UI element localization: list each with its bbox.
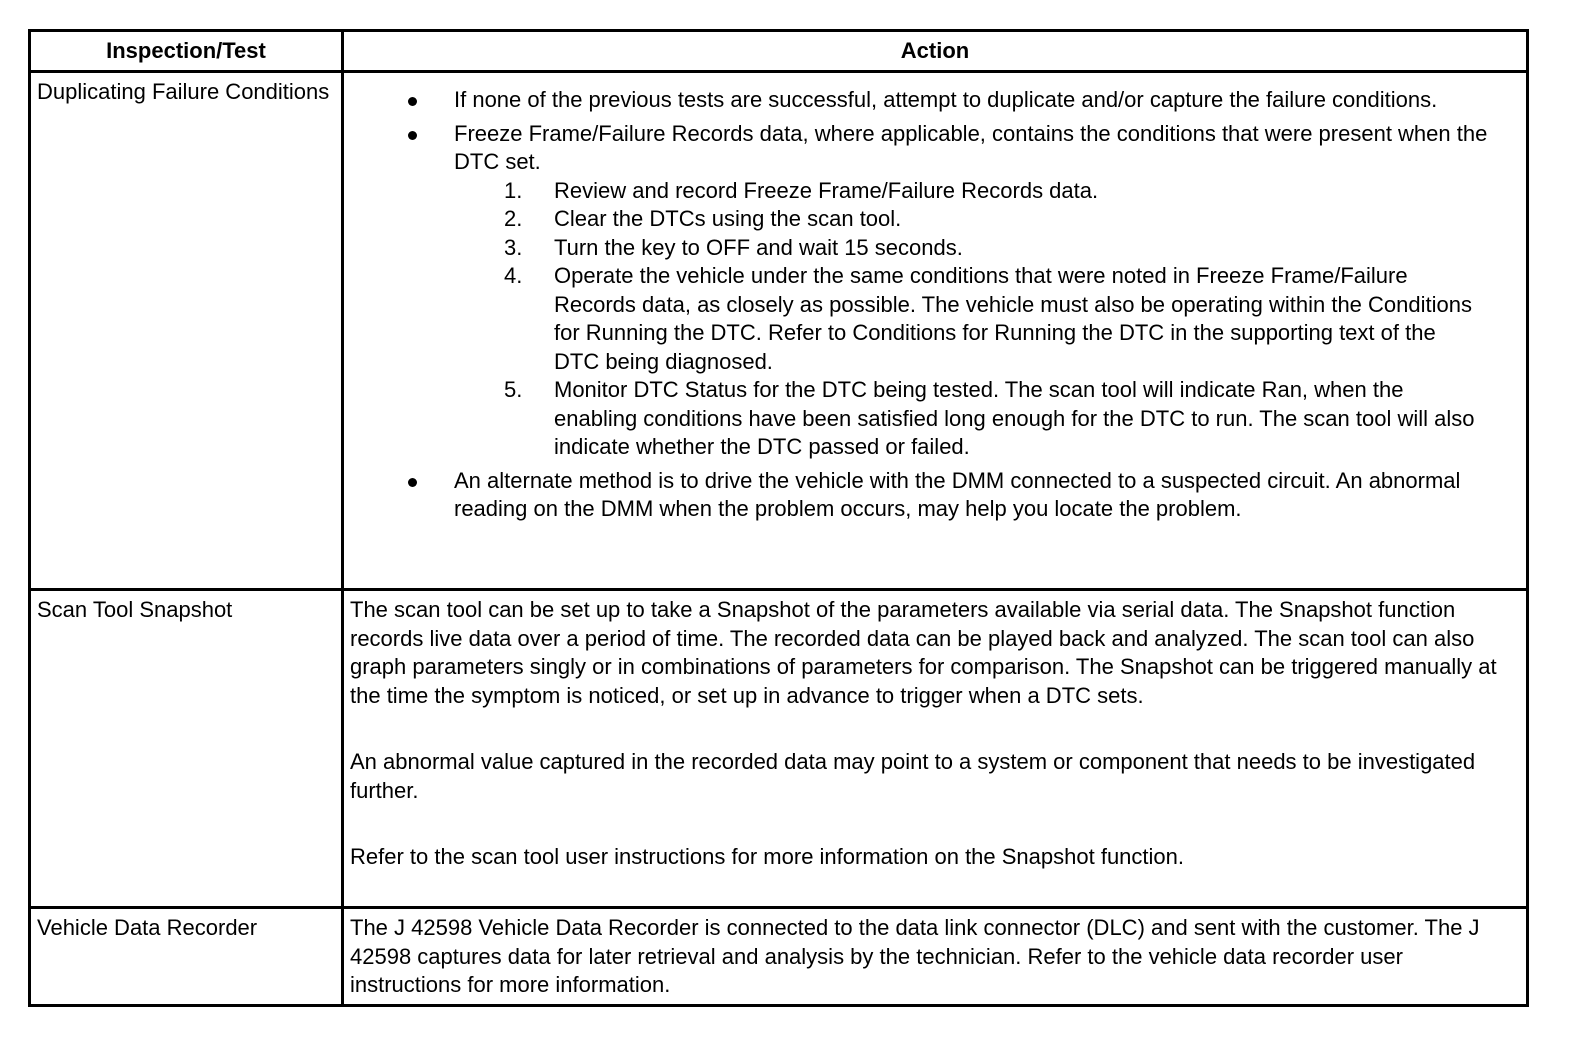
header-inspection-test: Inspection/Test — [30, 31, 343, 72]
bullet-icon — [408, 478, 417, 487]
action-cell — [343, 72, 1528, 590]
step-item: 2. Clear the DTCs using the scan tool. — [504, 206, 902, 231]
step-item: 3. Turn the key to OFF and wait 15 seconds. — [504, 234, 963, 260]
list-item: If none of the previous tests are successful, attempt to duplicate and/or capture the failure conditions. — [350, 86, 1520, 115]
paragraph: The scan tool can be set up to take a Snapshot of the parameters available via serial data. The Snapshot function records live data over a period of time. The recorded data can be played back and analyzed. The scan tool can also graph parameters singly or in combinations of parameters for comparison. The Snapshot can be triggered manually at the time the symptom is noticed, or set up in advance to trigger when a DTC sets. — [350, 597, 1497, 708]
table-row — [30, 590, 1528, 908]
table-row — [30, 72, 1528, 590]
bullet-list — [350, 86, 1520, 524]
bullet-icon — [408, 97, 417, 106]
inspection-table — [28, 29, 1529, 1007]
paragraph: The J 42598 Vehicle Data Recorder is connected to the data link connector (DLC) and sent with the customer. The J 42598 captures data for later retrieval and analysis by the technician. Refer to the vehicle data recorder user instructions for more information. — [350, 915, 1480, 997]
bullet-icon — [408, 131, 417, 140]
header-action: Action — [343, 31, 1528, 72]
test-cell: Duplicating Failure Conditions — [30, 72, 343, 590]
paragraph: Refer to the scan tool user instructions for more information on the Snapshot function. — [350, 844, 1185, 869]
step-item: 5. Monitor DTC Status for the DTC being tested. The scan tool will indicate Ran, when the enabling conditions have been satisfied long enough for the DTC to run. The scan tool will also indicate whether the DTC passed or failed. — [504, 377, 1475, 459]
test-cell: Vehicle Data Recorder — [30, 908, 343, 1006]
table-row — [30, 908, 1528, 1006]
list-item: An alternate method is to drive the vehicle with the DMM connected to a suspected circuit. An abnormal reading on the DMM when the problem occurs, may help you locate the problem. — [350, 467, 1520, 524]
header-row — [30, 31, 1528, 72]
list-item: Freeze Frame/Failure Records data, where applicable, contains the conditions that were present when the DTC set. 1. Review and record Freeze Frame/Failure Records data. 2. Clear the DTCs using the scan tool. 3. Turn the key to OFF and wait 15 seconds. 4. Operate the vehicle under the same conditions that were noted in Freeze Frame/Failure Records data, as closely as possible. The vehicle must also be operating within the Conditions for Running the DTC. Refer to Conditions for Running the DTC in the supporting text of the DTC being diagnosed. 5. Monitor DTC Status for the DTC being tested. The scan tool will indicate Ran, when the enabling conditions have been satisfied long enough for the DTC to run. The scan tool will also indicate whether the DTC passed or failed. — [350, 120, 1520, 462]
step-item: 4. Operate the vehicle under the same conditions that were noted in Freeze Frame/Failure Records data, as closely as possible. The vehicle must also be operating within the Conditions for Running the DTC. Refer to Conditions for Running the DTC in the supporting text of the DTC being diagnosed. — [504, 263, 1472, 374]
step-item: 1. Review and record Freeze Frame/Failure Records data. — [504, 177, 1099, 203]
action-cell — [343, 590, 1528, 908]
numbered-list — [454, 177, 1500, 462]
test-cell: Scan Tool Snapshot — [30, 590, 343, 908]
paragraph: An abnormal value captured in the recorded data may point to a system or component that needs to be investigated further. — [350, 749, 1476, 803]
action-cell — [343, 908, 1528, 1006]
